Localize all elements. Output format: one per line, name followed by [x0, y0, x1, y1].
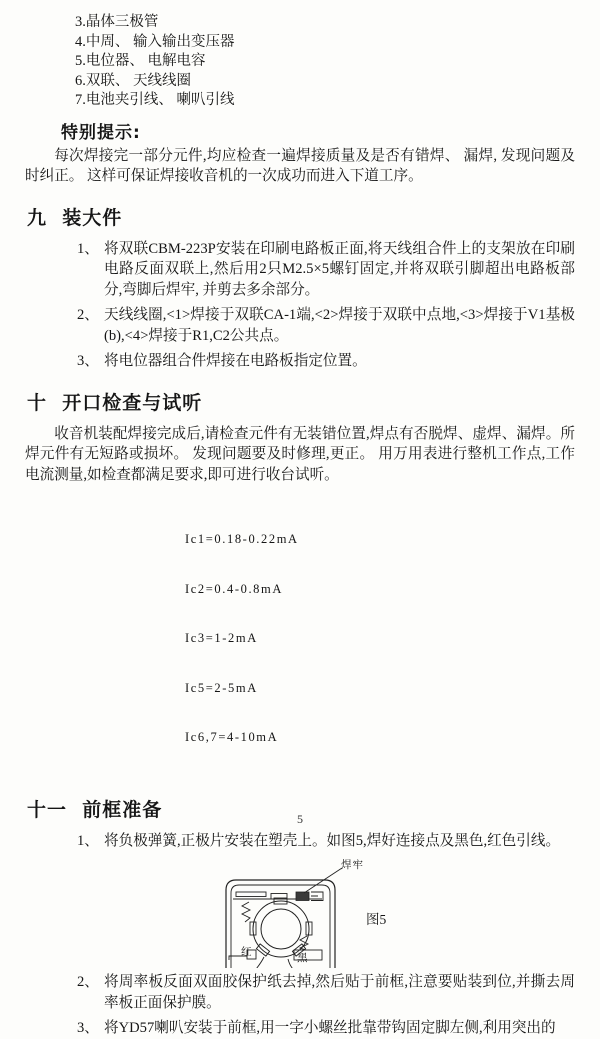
collector-current-table — [185, 498, 575, 779]
figure-caption: 图5 — [366, 912, 387, 927]
current-value-line: Ic2=0.4-0.8mA — [185, 581, 283, 596]
section-10-body: 收音机装配焊接完成后,请检查元件有无装错位置,焊点有否脱焊、虚焊、漏焊。所焊元件有无短路或损坏。 发现问题要及时修理,更正。 用万用表进行整机工作点,工作电流测量,如检查都满足要求,即可进行收台试听。 — [25, 425, 575, 483]
negative-spring-icon — [242, 902, 250, 922]
page-number: 5 — [297, 812, 303, 826]
section-9-title: 九 装大件 — [27, 206, 123, 229]
figure-5 — [25, 856, 575, 970]
assembly-step — [77, 972, 575, 1013]
section-11-title: 十一 前框准备 — [27, 798, 163, 821]
assembly-step — [77, 239, 575, 301]
negative-spring-bar — [236, 892, 266, 897]
front-frame-diagram — [218, 856, 360, 968]
list-item: 7.电池夹引线、 喇叭引线 — [75, 92, 235, 108]
step-number: 1、 — [77, 240, 99, 257]
step-number: 2、 — [77, 974, 99, 990]
step-text: 将双联CBM-223P安装在印刷电路板正面,将天线组合件上的支架放在印刷电路反面双联上,然后用2只M2.5×5螺钉固定,并将双联引脚超出电路板部分,弯脚后焊牢, 并剪去多余部分。 — [104, 240, 575, 298]
special-note-title: 特别提示: — [61, 122, 141, 143]
step-number: 3、 — [77, 353, 99, 369]
component-list — [75, 13, 575, 111]
assembly-step — [77, 305, 575, 346]
current-value-line: Ic6,7=4-10mA — [185, 730, 279, 744]
list-item: 4.中周、 输入输出变压器 — [75, 33, 235, 50]
step-text: 将YD57喇叭安装于前框,用一字小螺丝批靠带钩固定脚左侧,利用突出的 — [104, 1020, 556, 1036]
solder-point — [296, 892, 309, 901]
battery-spring-icon — [300, 936, 308, 950]
assembly-step — [77, 1018, 575, 1039]
label-black-wire: 黑 — [297, 953, 309, 964]
step-text: 将电位器组合件焊接在电路板指定位置。 — [104, 353, 367, 369]
assembly-step — [77, 351, 575, 372]
step-number: 1、 — [77, 832, 99, 849]
step-number: 3、 — [77, 1020, 99, 1036]
current-value-line: Ic5=2-5mA — [185, 680, 258, 695]
special-note-body: 每次焊接完一部分元件,均应检查一遍焊接质量及是否有错焊、 漏焊, 发现问题及时纠正。 这样可保证焊接收音机的一次成功而进入下道工序。 — [25, 147, 575, 184]
current-value-line: Ic3=1-2mA — [185, 631, 258, 645]
section-10-title: 十 开口检查与试听 — [27, 391, 203, 414]
list-item: 3.晶体三极管 — [75, 14, 159, 30]
label-red-wire: 红 — [241, 947, 253, 958]
list-item: 5.电位器、 电解电容 — [75, 53, 206, 69]
speaker-ring-inner — [261, 909, 301, 949]
step-text: 天线线圈,<1>焊接于双联CA-1端,<2>焊接于双联中点地,<3>焊接于V1基极(b),<4>焊接于R1,C2公共点。 — [104, 307, 575, 344]
current-value-line: Ic1=0.18-0.22mA — [185, 532, 299, 546]
label-solder-firmly: 焊牢 — [341, 860, 364, 871]
step-text: 将周率板反面双面胶保护纸去掉,然后贴于前框,注意要贴装到位,并撕去周率板正面保护膜。 — [104, 974, 575, 1011]
step-number: 2、 — [77, 307, 99, 323]
step-text: 将负极弹簧,正极片安装在塑壳上。如图5,焊好连接点及黑色,红色引线。 — [104, 832, 561, 849]
assembly-step — [77, 831, 575, 852]
list-item: 6.双联、 天线线圈 — [75, 72, 191, 89]
